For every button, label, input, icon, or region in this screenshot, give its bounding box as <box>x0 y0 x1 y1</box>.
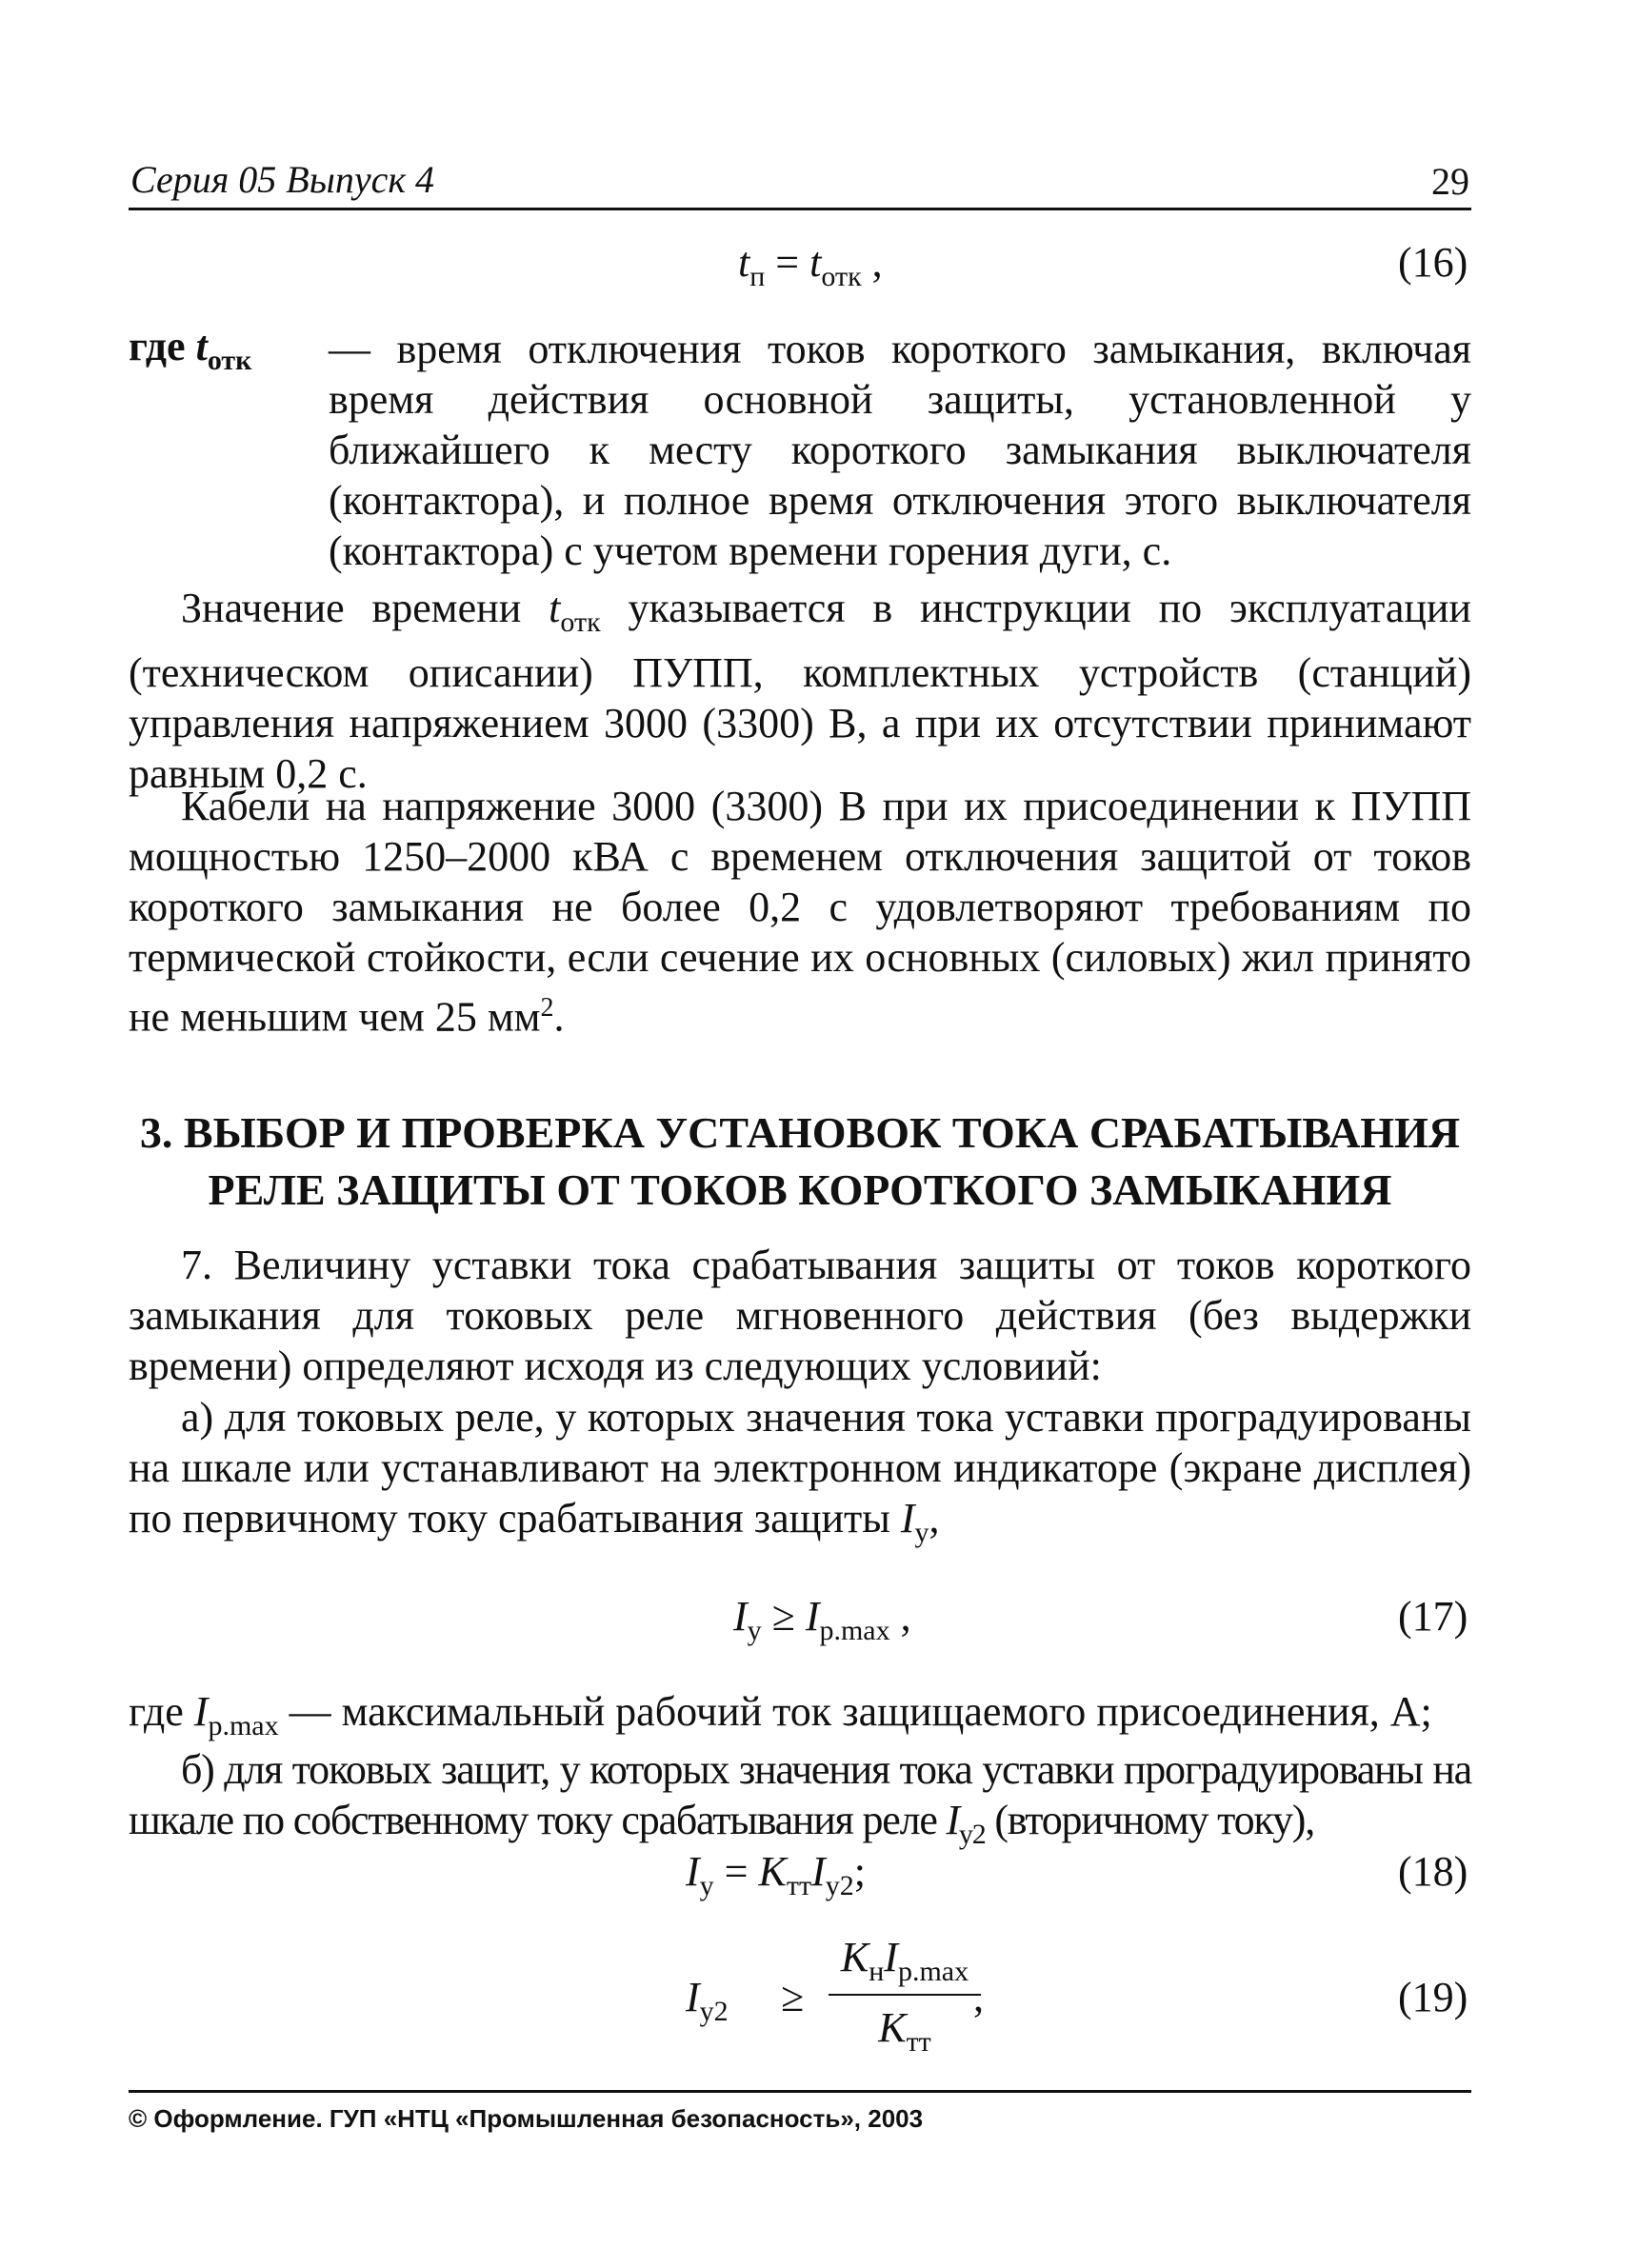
paragraph-5 <box>129 1744 1471 1860</box>
paragraph-1 <box>129 583 1471 799</box>
eq19-fraction-bar <box>829 1994 981 1996</box>
def17-symbol-sub: р.max <box>208 1709 279 1741</box>
eq17-lhs-sub: у <box>747 1614 762 1646</box>
eq19-lhs-group <box>686 1973 729 2028</box>
eq19-numerator <box>829 1933 981 1988</box>
eq18-lhs-sub: у <box>699 1869 714 1901</box>
definition-17 <box>129 1687 1471 1742</box>
para1-symbol-sub: отк <box>560 606 601 638</box>
para4-text: а) для токовых реле, у которых значения тока уставки проградуированы на шкале или устанавливают на электронном индикаторе (экране дисплея) по первичному току срабатывания защиты <box>129 1394 1471 1542</box>
equation-16 <box>738 238 883 293</box>
para5-symbol-sub: у2 <box>958 1818 986 1850</box>
para4-symbol-sub: у <box>914 1516 929 1548</box>
def17-where: где <box>129 1688 184 1735</box>
eq18-k: K <box>758 1848 787 1895</box>
def16-symbol-sub: отк <box>207 344 252 376</box>
def16-symbol: t <box>195 323 208 369</box>
para5-symbol: I <box>946 1797 959 1843</box>
para4-symbol: I <box>900 1495 915 1542</box>
section-heading <box>129 1104 1471 1219</box>
eq19-tail: , <box>973 1974 984 2020</box>
def17-text: — максимальный рабочий ток защищаемого присоединения, А; <box>278 1688 1432 1735</box>
para5-text: б) для токовых защит, у которых значения тока уставки проградуированы на шкале по собственному току срабатывания реле <box>129 1746 1471 1843</box>
section-heading-line2: РЕЛЕ ЗАЩИТЫ ОТ ТОКОВ КОРОТКОГО ЗАМЫКАНИЯ <box>208 1165 1392 1214</box>
para2-text: Кабели на напряжение 3000 (3300) В при их присоединении к ПУПП мощностью 1250–2000 кВА с временем отключения защитой от токов короткого замыкания не более 0,2 с удовлетворяют требованиям по термической стойкости, если сечение их основных (силовых) жил принято не меньшим чем 25 мм <box>129 783 1471 1041</box>
equation-17-number: (17) <box>1398 1593 1468 1640</box>
eq18-k-sub: тт <box>786 1869 812 1901</box>
def17-symbol: I <box>193 1688 209 1735</box>
paragraph-3: 7. Величину уставки тока срабатывания защиты от токов короткого замыкания для токовых реле мгновенного действия (без выдержки времени) определяют исходя из следующих условиий: <box>129 1242 1471 1389</box>
paragraph-2 <box>129 781 1471 1043</box>
eq18-rhs: I <box>811 1848 826 1895</box>
eq18-rel: = <box>713 1848 759 1895</box>
eq16-tail: , <box>861 239 883 286</box>
eq17-tail: , <box>889 1593 911 1640</box>
paragraph-4 <box>129 1392 1471 1558</box>
series-title: Серия 05 Выпуск 4 <box>130 158 435 201</box>
eq16-lhs: t <box>738 239 750 286</box>
eq18-lhs: I <box>686 1848 700 1895</box>
para1-after: указывается в инструкции по эксплуатации (техническом описании) ПУПП, комплектных устройств (станций) управления напряжением 3000 (3300) В, а при их отсутствии принимают равным 0,2 с. <box>129 585 1471 797</box>
eq16-rhs: t <box>809 239 822 286</box>
page-header <box>129 158 1471 210</box>
eq19-lhs: I <box>686 1974 700 2020</box>
equation-17 <box>733 1592 911 1647</box>
para1-before: Значение времени <box>181 585 549 631</box>
page-number: 29 <box>1431 160 1469 203</box>
eq19-num-i: I <box>884 1934 898 1980</box>
eq17-rel: ≥ <box>761 1593 806 1640</box>
para5-end: (вторичному току), <box>985 1797 1314 1843</box>
eq19-num-k: K <box>840 1934 869 1980</box>
eq19-denominator <box>829 2003 981 2059</box>
eq19-num-k-sub: н <box>869 1955 885 1987</box>
eq17-rhs: I <box>805 1593 820 1640</box>
definition-16-term <box>129 322 251 377</box>
para4-end: , <box>929 1495 940 1542</box>
para2-end: . <box>553 993 565 1041</box>
eq19-lhs-sub: у2 <box>699 1995 729 2027</box>
para2-sup: 2 <box>540 993 554 1023</box>
where-word: где <box>129 323 186 369</box>
eq19-rel: ≥ <box>781 1974 805 2020</box>
eq19-num-i-sub: р.max <box>897 1955 969 1987</box>
eq18-rhs-sub: у2 <box>825 1869 854 1901</box>
eq19-den-k: K <box>878 2004 907 2051</box>
section-heading-line1: 3. ВЫБОР И ПРОВЕРКА УСТАНОВОК ТОКА СРАБАТЫВАНИЯ <box>139 1108 1461 1157</box>
para1-symbol: t <box>549 585 561 631</box>
eq18-tail: ; <box>853 1848 866 1895</box>
equation-18 <box>686 1847 866 1902</box>
eq16-rhs-sub: отк <box>821 260 862 292</box>
eq16-rel: = <box>765 239 810 286</box>
equation-18-number: (18) <box>1398 1848 1468 1895</box>
equation-19-number: (19) <box>1398 1974 1468 2020</box>
eq16-lhs-sub: п <box>749 260 766 292</box>
footer-copyright: © Оформление. ГУП «НТЦ «Промышленная безопасность», 2003 <box>129 2104 924 2133</box>
eq17-rhs-sub: р.max <box>819 1614 890 1646</box>
equation-16-number: (16) <box>1398 239 1468 286</box>
footer-rule <box>129 2090 1471 2093</box>
eq19-den-k-sub: тт <box>906 2025 931 2058</box>
eq17-lhs: I <box>733 1593 748 1640</box>
definition-16-text: — время отключения токов короткого замыкания, включая время действия основной защиты, установленной у ближайшего к месту короткого замыкания выключателя (контактора), и полное время отключения этого выключателя (контактора) с учетом времени горения дуги, с. <box>329 326 1471 574</box>
